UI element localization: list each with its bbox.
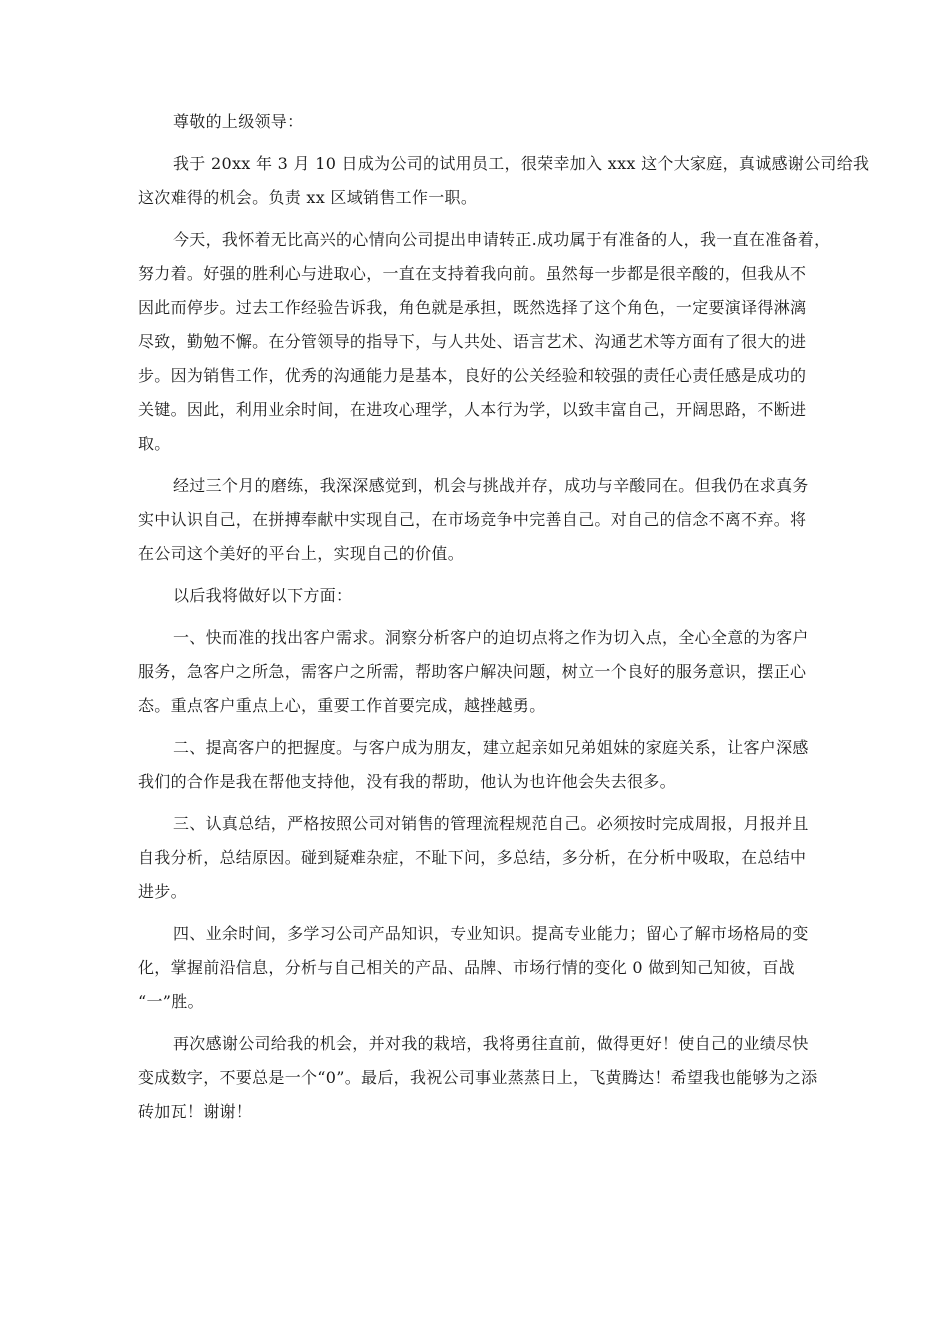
- paragraph-2: [138, 230, 831, 454]
- paragraph-9: [138, 1034, 818, 1122]
- paragraph-5: [138, 628, 818, 716]
- text-line: 经过三个月的磨练，我深深感觉到，机会与挑战并存，成功与辛酸同在。但我仍在求真务: [173, 476, 809, 495]
- text-line: 二、提高客户的把握度。与客户成为朋友，建立起亲如兄弟姐妹的家庭关系，让客户深感: [173, 738, 809, 757]
- letter-body: [138, 112, 870, 1136]
- paragraph-6: [138, 738, 818, 792]
- text-line: 四、业余时间，多学习公司产品知识，专业知识。提高专业能力；留心了解市场格局的变: [173, 924, 809, 943]
- paragraph-4: [138, 586, 818, 606]
- text-line: 努力着。好强的胜利心与进取心，一直在支持着我向前。虽然每一步都是很辛酸的，但我从不: [138, 264, 807, 283]
- text-line: 以后我将做好以下方面：: [173, 586, 353, 605]
- text-line: 取。: [138, 434, 171, 453]
- text-line: 服务，急客户之所急，需客户之所需，帮助客户解决问题，树立一个良好的服务意识，摆正心: [138, 662, 807, 681]
- text-line: “一”胜。: [138, 992, 204, 1011]
- salutation: 尊敬的上级领导：: [173, 112, 304, 131]
- text-line: 今天，我怀着无比高兴的心情向公司提出申请转正.成功属于有准备的人，我一直在准备着，: [173, 230, 831, 249]
- text-line: 一、快而准的找出客户需求。洞察分析客户的迫切点将之作为切入点，全心全意的为客户: [173, 628, 809, 647]
- text-line: 我于 20xx 年 3 月 10 日成为公司的试用员工，很荣幸加入 xxx 这个大家庭，真诚感谢公司给我: [173, 154, 870, 173]
- paragraph-1: [138, 154, 870, 208]
- text-line: 这次难得的机会。负责 xx 区域销售工作一职。: [138, 188, 478, 207]
- text-line: 我们的合作是我在帮他支持他，没有我的帮助，他认为也许他会失去很多。: [138, 772, 676, 791]
- text-line: 关键。因此，利用业余时间，在进攻心理学，人本行为学，以致丰富自己，开阔思路，不断进: [138, 400, 807, 419]
- paragraph-8: [138, 924, 818, 1012]
- text-line: 实中认识自己，在拼搏奉献中实现自己，在市场竞争中完善自己。对自己的信念不离不弃。将: [138, 510, 807, 529]
- paragraph-7: [138, 814, 818, 902]
- text-line: 自我分析，总结原因。碰到疑难杂症，不耻下问，多总结，多分析，在分析中吸取，在总结中: [138, 848, 807, 867]
- text-line: 在公司这个美好的平台上，实现自己的价值。: [138, 544, 465, 563]
- text-line: 三、认真总结，严格按照公司对销售的管理流程规范自己。必须按时完成周报，月报并且: [173, 814, 809, 833]
- text-line: 砖加瓦！谢谢！: [138, 1102, 253, 1121]
- text-line: 变成数字，不要总是一个“0”。最后，我祝公司事业蒸蒸日上，飞黄腾达！希望我也能够为之添: [138, 1068, 818, 1087]
- text-line: 再次感谢公司给我的机会，并对我的栽培，我将勇往直前，做得更好！使自己的业绩尽快: [173, 1034, 809, 1053]
- text-line: 步。因为销售工作，优秀的沟通能力是基本，良好的公关经验和较强的责任心责任感是成功的: [138, 366, 807, 385]
- paragraph-3: [138, 476, 818, 564]
- text-line: 进步。: [138, 882, 187, 901]
- text-line: 化，掌握前沿信息，分析与自己相关的产品、品牌、市场行情的变化 0 做到知己知彼，百战: [138, 958, 795, 977]
- text-line: 尽致，勤勉不懈。在分管领导的指导下，与人共处、语言艺术、沟通艺术等方面有了很大的进: [138, 332, 807, 351]
- text-line: 态。重点客户重点上心，重要工作首要完成，越挫越勇。: [138, 696, 546, 715]
- text-line: 因此而停步。过去工作经验告诉我，角色就是承担，既然选择了这个角色，一定要演译得淋漓: [138, 298, 807, 317]
